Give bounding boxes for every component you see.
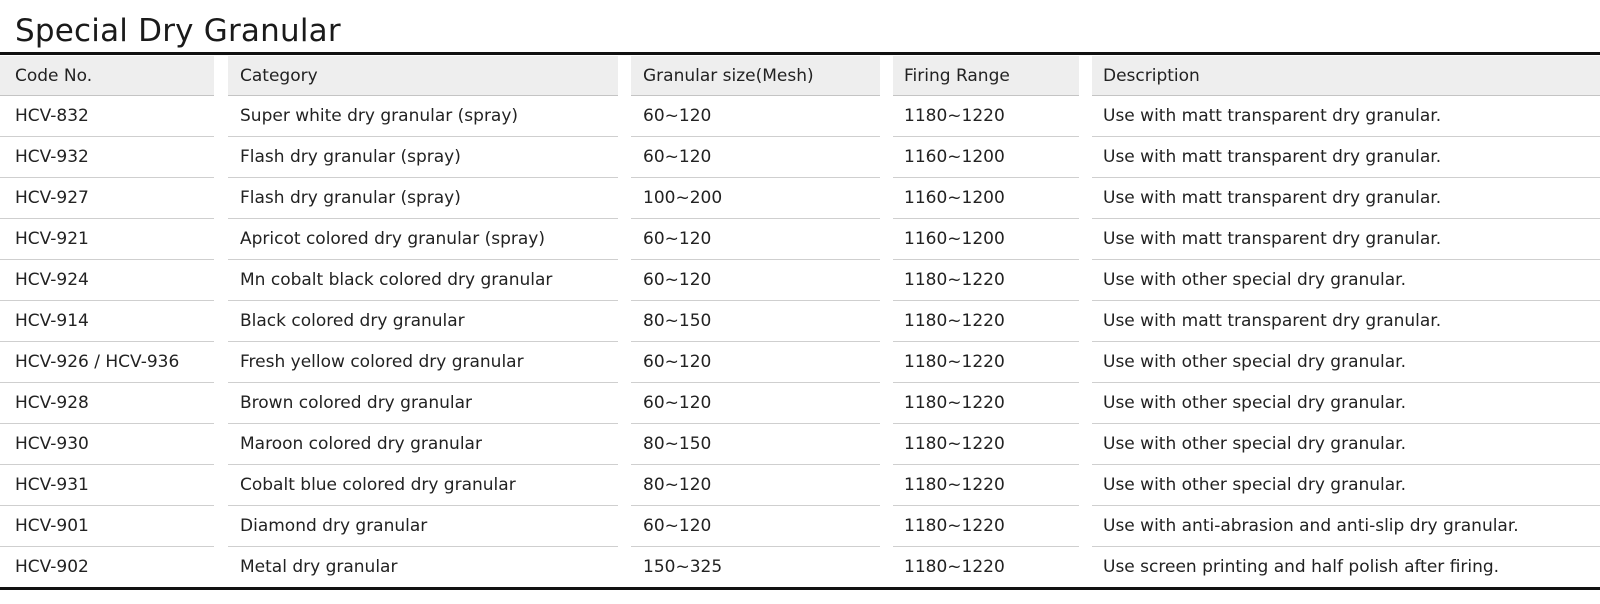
header-category: Category (228, 56, 618, 96)
cell-code: HCV-932 (0, 137, 214, 178)
cell-category: Flash dry granular (spray) (228, 178, 618, 219)
column-description (1092, 56, 1600, 587)
cell-granular-size: 60~120 (631, 506, 880, 547)
cell-firing-range: 1160~1200 (893, 178, 1079, 219)
header-code-no: Code No. (0, 56, 214, 96)
cell-category: Apricot colored dry granular (spray) (228, 219, 618, 260)
cell-firing-range: 1180~1220 (893, 383, 1079, 424)
cell-description: Use with other special dry granular. (1092, 424, 1600, 465)
cell-description: Use with other special dry granular. (1092, 260, 1600, 301)
cell-firing-range: 1180~1220 (893, 260, 1079, 301)
cell-granular-size: 80~150 (631, 301, 880, 342)
cell-category: Super white dry granular (spray) (228, 96, 618, 137)
header-description: Description (1092, 56, 1600, 96)
cell-code: HCV-924 (0, 260, 214, 301)
title-rule (0, 52, 1600, 55)
cell-code: HCV-902 (15, 557, 89, 577)
cell-description: Use with matt transparent dry granular. (1092, 96, 1600, 137)
cell-granular-size: 60~120 (631, 383, 880, 424)
cell-granular-size: 60~120 (631, 260, 880, 301)
cell-description: Use with other special dry granular. (1092, 383, 1600, 424)
column-category (228, 56, 618, 587)
cell-code: HCV-921 (0, 219, 214, 260)
header-granular-size: Granular size(Mesh) (631, 56, 880, 96)
cell-category: Diamond dry granular (228, 506, 618, 547)
cell-granular-size: 150~325 (643, 557, 723, 577)
cell-code: HCV-901 (0, 506, 214, 547)
cell-code: HCV-914 (0, 301, 214, 342)
cell-granular-size: 60~120 (631, 219, 880, 260)
cell-granular-size: 80~120 (631, 465, 880, 506)
cell-description: Use with matt transparent dry granular. (1092, 137, 1600, 178)
cell-category: Black colored dry granular (228, 301, 618, 342)
cell-firing-range: 1180~1220 (893, 96, 1079, 137)
header-firing-range: Firing Range (893, 56, 1079, 96)
cell-code: HCV-931 (0, 465, 214, 506)
cell-firing-range: 1160~1200 (893, 137, 1079, 178)
cell-code: HCV-927 (0, 178, 214, 219)
cell-description: Use with other special dry granular. (1092, 342, 1600, 383)
cell-firing-range: 1180~1220 (893, 301, 1079, 342)
cell-description: Use with anti-abrasion and anti-slip dry granular. (1092, 506, 1600, 547)
cell-code: HCV-926 / HCV-936 (0, 342, 214, 383)
cell-granular-size: 60~120 (631, 96, 880, 137)
cell-granular-size: 60~120 (631, 137, 880, 178)
cell-category: Flash dry granular (spray) (228, 137, 618, 178)
bottom-rule (0, 587, 1600, 590)
cell-description: Use with matt transparent dry granular. (1092, 178, 1600, 219)
cell-category: Maroon colored dry granular (228, 424, 618, 465)
cell-firing-range: 1180~1220 (893, 465, 1079, 506)
cell-granular-size: 60~120 (631, 342, 880, 383)
cell-category: Brown colored dry granular (228, 383, 618, 424)
cell-firing-range: 1180~1220 (904, 557, 1005, 577)
page-title: Special Dry Granular (15, 12, 341, 49)
cell-firing-range: 1180~1220 (893, 342, 1079, 383)
cell-category: Mn cobalt black colored dry granular (228, 260, 618, 301)
cell-category: Metal dry granular (240, 557, 398, 577)
cell-description: Use screen printing and half polish after firing. (1103, 557, 1500, 577)
cell-description: Use with matt transparent dry granular. (1092, 301, 1600, 342)
cell-granular-size: 80~150 (631, 424, 880, 465)
cell-code: HCV-832 (0, 96, 214, 137)
cell-code: HCV-928 (0, 383, 214, 424)
cell-firing-range: 1180~1220 (893, 506, 1079, 547)
cell-code: HCV-930 (0, 424, 214, 465)
column-code-no (0, 56, 214, 587)
column-firing-range (893, 56, 1079, 587)
cell-firing-range: 1180~1220 (893, 424, 1079, 465)
cell-description: Use with matt transparent dry granular. (1092, 219, 1600, 260)
cell-firing-range: 1160~1200 (893, 219, 1079, 260)
cell-description: Use with other special dry granular. (1092, 465, 1600, 506)
cell-category: Fresh yellow colored dry granular (228, 342, 618, 383)
column-granular-size (631, 56, 880, 587)
cell-granular-size: 100~200 (631, 178, 880, 219)
cell-category: Cobalt blue colored dry granular (228, 465, 618, 506)
